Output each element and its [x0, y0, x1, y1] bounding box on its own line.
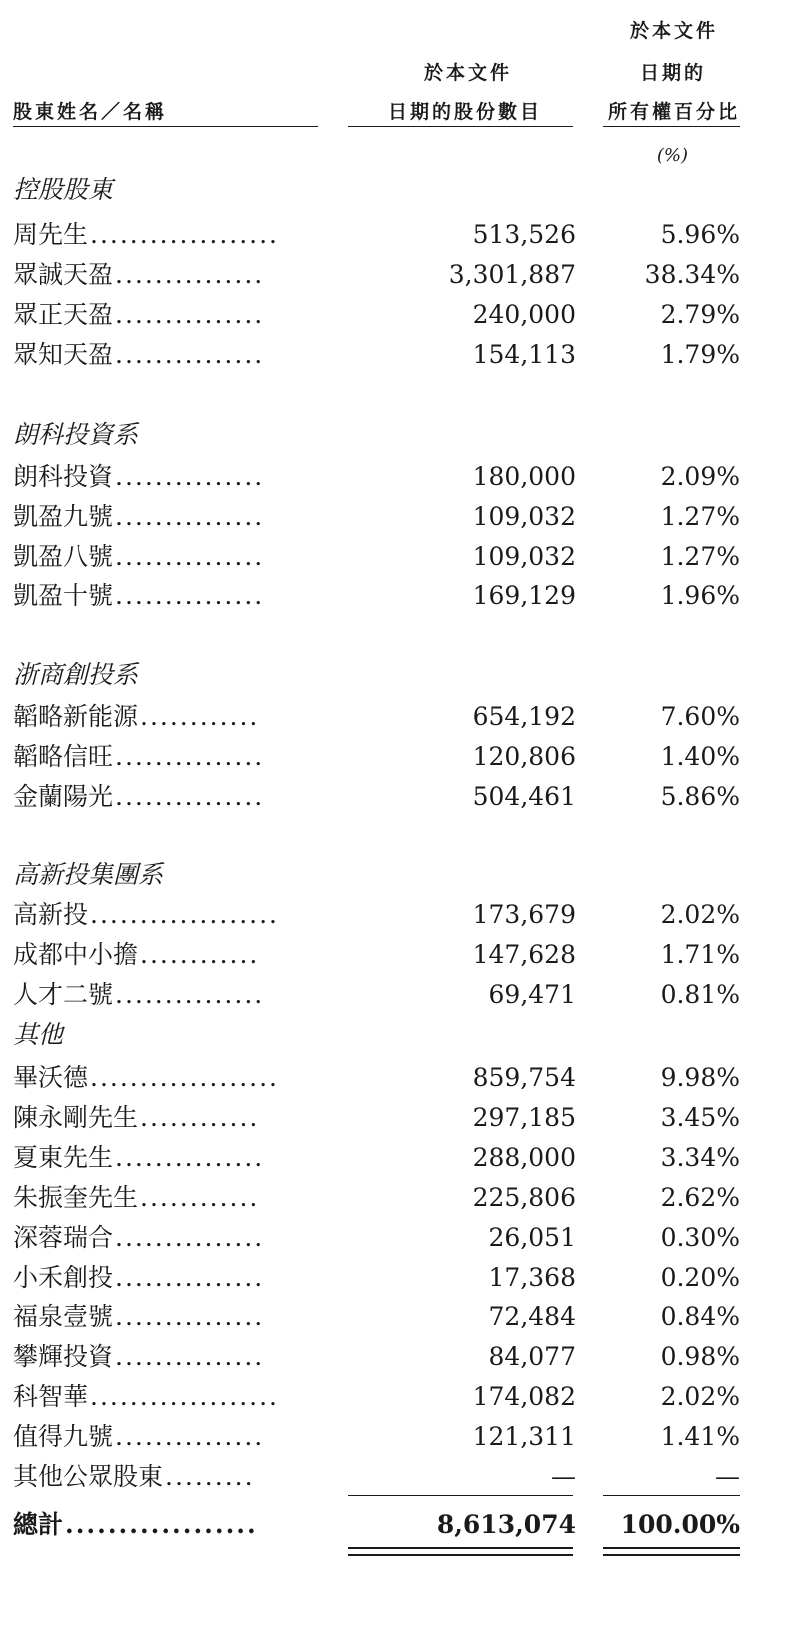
shareholder-name: 眾知天盈............... [13, 340, 265, 369]
leader-dots: ............... [115, 260, 265, 289]
ownership-percentage: 5.96% [660, 220, 740, 249]
ownership-percentage: 1.41% [660, 1422, 740, 1451]
table-row [0, 1178, 788, 1218]
shareholder-name: 朱振奎先生............ [13, 1183, 260, 1212]
share-count: 72,484 [488, 1302, 576, 1331]
leader-dots: ............... [115, 542, 265, 571]
ownership-percentage: — [715, 1462, 740, 1491]
share-count: 288,000 [472, 1143, 576, 1172]
name-column-header: 股東姓名／名稱 [13, 101, 168, 123]
total-double-rule-pct [603, 1547, 740, 1556]
shareholder-name: 成都中小擔............ [13, 940, 260, 969]
share-count: 859,754 [472, 1063, 576, 1092]
pct-header-line2: 日期的 [639, 62, 706, 84]
table-row [0, 1337, 788, 1377]
leader-dots: ............... [115, 1143, 265, 1172]
shareholder-name: 其他公眾股東......... [13, 1462, 255, 1491]
pct-header-line1: 於本文件 [629, 20, 718, 42]
table-row [0, 1417, 788, 1457]
section-title: 朗科投資系 [13, 420, 139, 449]
subtotal-rule-shares [348, 1495, 573, 1496]
shareholder-name: 朗科投資............... [13, 462, 265, 491]
share-count: 147,628 [472, 940, 576, 969]
ownership-percentage: 0.84% [660, 1302, 740, 1331]
leader-dots: ................... [90, 1063, 280, 1092]
section-title: 控股股東 [13, 175, 114, 204]
shareholder-name: 眾正天盈............... [13, 300, 265, 329]
ownership-percentage: 0.81% [660, 980, 740, 1009]
shareholder-name: 高新投................... [13, 900, 280, 929]
share-count: 513,526 [472, 220, 576, 249]
leader-dots: ............ [140, 1183, 260, 1212]
leader-dots: ............... [115, 1263, 265, 1292]
ownership-percentage: 2.02% [660, 900, 740, 929]
ownership-percentage: 1.40% [660, 742, 740, 771]
ownership-percentage: 7.60% [660, 702, 740, 731]
share-count: 121,311 [472, 1422, 576, 1451]
shareholder-name: 畢沃德................... [13, 1063, 280, 1092]
leader-dots: ............... [115, 980, 265, 1009]
share-count: 69,471 [488, 980, 576, 1009]
pct-unit-label: (%) [656, 145, 688, 166]
shareholder-name: 小禾創投............... [13, 1263, 265, 1292]
ownership-percentage: 2.79% [660, 300, 740, 329]
leader-dots: ............ [140, 1103, 260, 1132]
shareholder-name: 值得九號............... [13, 1422, 265, 1451]
leader-dots: ............... [115, 300, 265, 329]
ownership-percentage: 2.62% [660, 1183, 740, 1212]
total-label: 總計.................. [13, 1510, 258, 1539]
table-row [0, 975, 788, 1015]
ownership-percentage: 1.71% [660, 940, 740, 969]
ownership-percentage: 9.98% [660, 1063, 740, 1092]
total-double-rule-shares [348, 1547, 573, 1556]
shares-header-rule [348, 126, 573, 127]
shareholder-name: 深蓉瑞合............... [13, 1223, 265, 1252]
ownership-percentage: 0.20% [660, 1263, 740, 1292]
share-count: 174,082 [472, 1382, 576, 1411]
section-title: 高新投集團系 [13, 860, 164, 889]
shareholder-name: 人才二號............... [13, 980, 265, 1009]
table-row [0, 935, 788, 975]
ownership-percentage: 0.98% [660, 1342, 740, 1371]
shareholder-name: 陳永剛先生............ [13, 1103, 260, 1132]
share-count: 169,129 [472, 581, 576, 610]
share-count: 3,301,887 [448, 260, 576, 289]
ownership-percentage: 1.27% [660, 542, 740, 571]
table-row [0, 1058, 788, 1098]
ownership-percentage: 3.45% [660, 1103, 740, 1132]
table-row [0, 497, 788, 537]
table-row [0, 1457, 788, 1497]
ownership-percentage: 1.27% [660, 502, 740, 531]
table-row [0, 335, 788, 375]
shareholder-name: 凱盈十號............... [13, 581, 265, 610]
table-row [0, 737, 788, 777]
name-header-rule [13, 126, 318, 127]
share-count: 173,679 [472, 900, 576, 929]
shares-header-line1: 於本文件 [423, 62, 512, 84]
share-count: 17,368 [488, 1263, 576, 1292]
shareholder-name: 夏東先生............... [13, 1143, 265, 1172]
ownership-percentage: 1.79% [660, 340, 740, 369]
ownership-percentage: 38.34% [644, 260, 740, 289]
section-title: 其他 [13, 1020, 64, 1049]
shareholder-name: 韜略新能源............ [13, 702, 260, 731]
subtotal-rule-pct [603, 1495, 740, 1496]
shareholder-name: 凱盈八號............... [13, 542, 265, 571]
share-count: — [551, 1462, 576, 1491]
ownership-percentage: 1.96% [660, 581, 740, 610]
table-row [0, 576, 788, 616]
leader-dots: ................... [90, 1382, 280, 1411]
total-percentage: 100.00% [620, 1510, 740, 1539]
table-row [0, 1377, 788, 1417]
leader-dots: ............... [115, 581, 265, 610]
share-count: 109,032 [472, 502, 576, 531]
leader-dots: ............... [115, 742, 265, 771]
ownership-percentage: 2.02% [660, 1382, 740, 1411]
shareholder-name: 福泉壹號............... [13, 1302, 265, 1331]
shareholder-name: 周先生................... [13, 220, 280, 249]
ownership-percentage: 0.30% [660, 1223, 740, 1252]
leader-dots: ............... [115, 1422, 265, 1451]
table-row [0, 457, 788, 497]
shares-header-line2: 日期的股份數目 [387, 101, 542, 123]
table-row [0, 1258, 788, 1298]
leader-dots: ................... [90, 220, 280, 249]
leader-dots: ............ [140, 940, 260, 969]
table-row [0, 537, 788, 577]
leader-dots: ................... [90, 900, 280, 929]
table-row [0, 215, 788, 255]
pct-header-line3: 所有權百分比 [607, 101, 740, 123]
shareholder-name: 眾誠天盈............... [13, 260, 265, 289]
leader-dots: ............... [115, 340, 265, 369]
leader-dots: ......... [165, 1462, 255, 1491]
table-row [0, 295, 788, 335]
leader-dots: ............ [140, 702, 260, 731]
table-row [0, 1098, 788, 1138]
shareholder-name: 韜略信旺............... [13, 742, 265, 771]
share-count: 26,051 [488, 1223, 576, 1252]
share-count: 654,192 [472, 702, 576, 731]
leader-dots: ............... [115, 462, 265, 491]
share-count: 109,032 [472, 542, 576, 571]
share-count: 504,461 [472, 782, 576, 811]
ownership-percentage: 3.34% [660, 1143, 740, 1172]
leader-dots: ............... [115, 782, 265, 811]
table-row [0, 895, 788, 935]
leader-dots: ............... [115, 1342, 265, 1371]
table-row [0, 1138, 788, 1178]
leader-dots: ............... [115, 1223, 265, 1252]
share-count: 297,185 [472, 1103, 576, 1132]
ownership-percentage: 5.86% [660, 782, 740, 811]
shareholder-name: 凱盈九號............... [13, 502, 265, 531]
share-count: 225,806 [472, 1183, 576, 1212]
table-row [0, 1297, 788, 1337]
leader-dots: ............... [115, 1302, 265, 1331]
share-count: 120,806 [472, 742, 576, 771]
share-count: 240,000 [472, 300, 576, 329]
leader-dots: ............... [115, 502, 265, 531]
shareholder-name: 科智華................... [13, 1382, 280, 1411]
share-count: 154,113 [472, 340, 576, 369]
ownership-percentage: 2.09% [660, 462, 740, 491]
table-row [0, 697, 788, 737]
table-row [0, 255, 788, 295]
table-row [0, 777, 788, 817]
shareholder-name: 攀輝投資............... [13, 1342, 265, 1371]
pct-header-rule [603, 126, 740, 127]
shareholder-name: 金蘭陽光............... [13, 782, 265, 811]
share-count: 180,000 [472, 462, 576, 491]
section-title: 浙商創投系 [13, 660, 139, 689]
table-row [0, 1218, 788, 1258]
total-row [0, 1505, 788, 1545]
share-count: 84,077 [488, 1342, 576, 1371]
total-shares: 8,613,074 [436, 1510, 576, 1539]
